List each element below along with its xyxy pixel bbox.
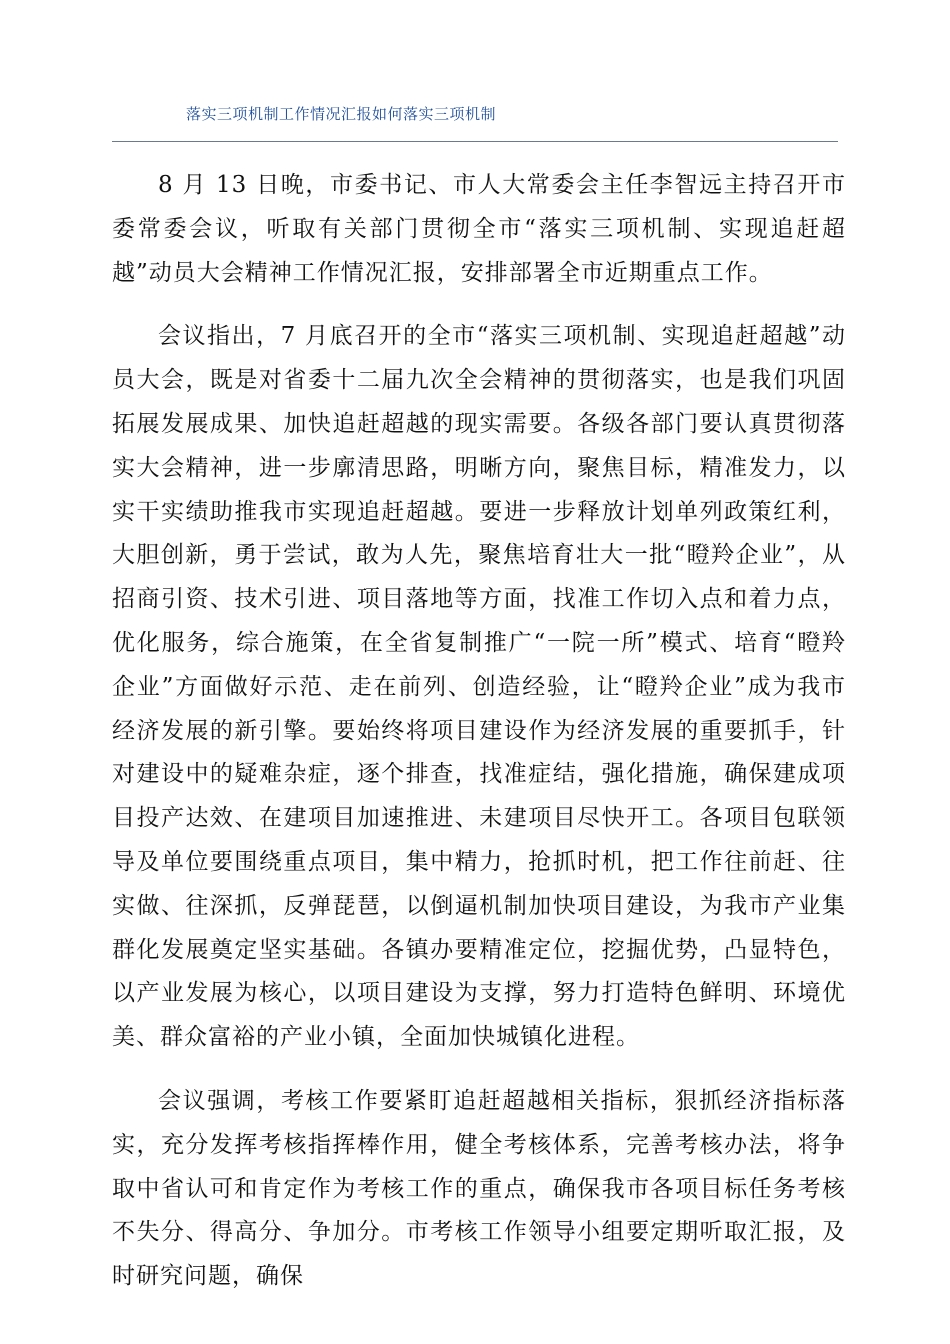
paragraph-1: 8 月 13 日晚，市委书记、市人大常委会主任李智远主持召开市委常委会议，听取有关部门贯彻全市“落实三项机制、实现追赶超越”动员大会精神工作情况汇报，安排部署全市近期重点工作。 <box>112 172 846 286</box>
paragraph-3: 会议强调，考核工作要紧盯追赶超越相关指标，狠抓经济指标落实，充分发挥考核指挥棒作用，健全考核体系，完善考核办法，将争取中省认可和肯定作为考核工作的重点，确保我市各项目标任务考核不失分、得高分、争加分。市考核工作领导小组要定期听取汇报，及时研究问题，确保 <box>112 1087 846 1290</box>
header-divider <box>112 141 838 142</box>
paragraph-2: 会议指出，7 月底召开的全市“落实三项机制、实现追赶超越”动员大会，既是对省委十二届九次全会精神的贯彻落实，也是我们巩固拓展发展成果、加快追赶超越的现实需要。各级各部门要认真贯彻落实大会精神，进一步廓清思路，明晰方向，聚焦目标，精准发力，以实干实绩助推我市实现追赶超越。要进一步释放计划单列政策红利，大胆创新，勇于尝试，敢为人先，聚焦培育壮大一批“瞪羚企业”，从招商引资、技术引进、项目落地等方面，找准工作切入点和着力点，优化服务，综合施策，在全省复制推广“一院一所”模式、培育“瞪羚企业”方面做好示范、走在前列、创造经验，让“瞪羚企业”成为我市经济发展的新引擎。要始终将项目建设作为经济发展的重要抓手，针对建设中的疑难杂症，逐个排查，找准症结，强化措施，确保建成项目投产达效、在建项目加速推进、未建项目尽快开工。各项目包联领导及单位要围绕重点项目，集中精力，抢抓时机，把工作往前赶、往实做、往深抓，反弹琵琶，以倒逼机制加快项目建设，为我市产业集群化发展奠定坚实基础。各镇办要精准定位，挖掘优势，凸显特色，以产业发展为核心，以项目建设为支撑，努力打造特色鲜明、环境优美、群众富裕的产业小镇，全面加快城镇化进程。 <box>112 323 846 1051</box>
document-body <box>112 164 846 1319</box>
document-header-title: 落实三项机制工作情况汇报如何落实三项机制 <box>186 105 497 123</box>
